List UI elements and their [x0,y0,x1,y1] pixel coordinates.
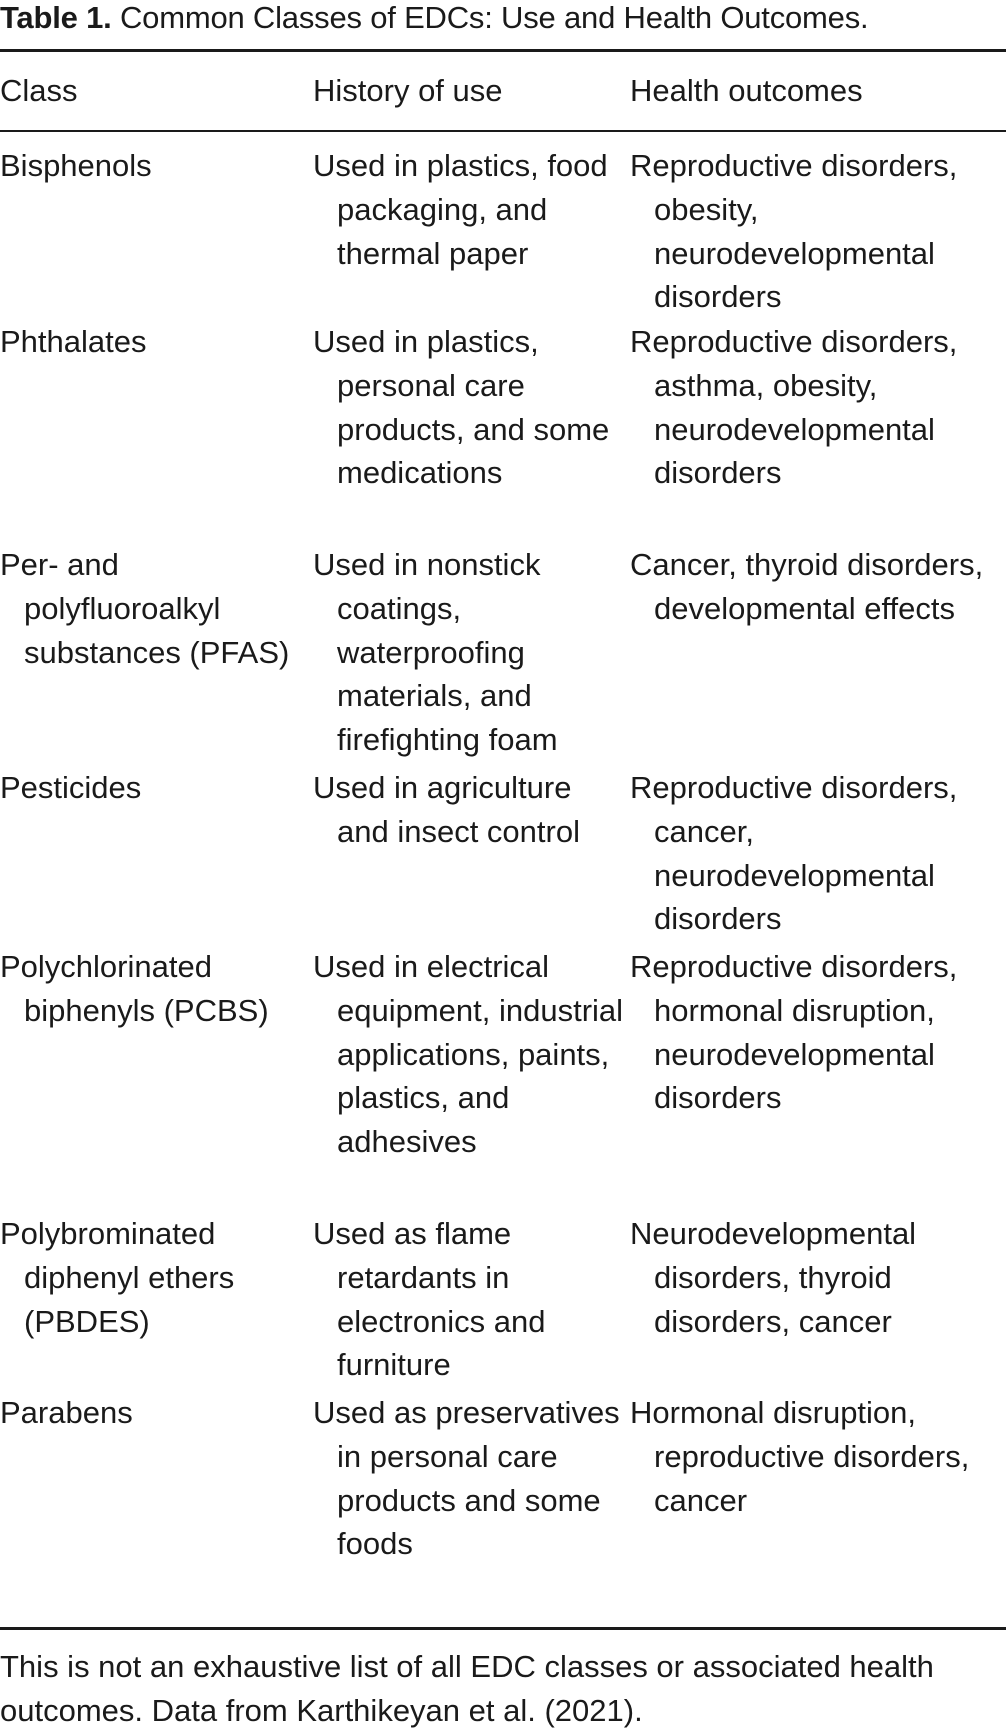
header-history-of-use: History of use [313,73,503,108]
history-cell: Used in nonstick coatings, waterproofing materials, and firefighting foam [313,547,558,758]
table-footnote: This is not an exhaustive list of all EDC classes or associated health outcomes. Data from Karthikeyan et al. (2021). [0,1649,934,1728]
class-cell: Polychlorinated biphenyls (PCBS) [0,949,269,1028]
outcomes-cell: Reproductive disorders, hormonal disruption, neurodevelopmental disorders [630,949,958,1116]
class-cell: Bisphenols [0,148,152,183]
outcomes-cell: Cancer, thyroid disorders, developmental effects [630,547,984,626]
table-row-bisphenols [0,144,1006,320]
outcomes-cell: Reproductive disorders, asthma, obesity, neurodevelopmental disorders [630,324,958,491]
class-cell: Phthalates [0,324,147,359]
history-cell: Used in electrical equipment, industrial applications, paints, plastics, and adhesives [313,949,624,1160]
history-cell: Used as flame retardants in electronics and furniture [313,1216,546,1383]
table-row-pbdes [0,1212,1006,1391]
header-health-outcomes: Health outcomes [630,73,863,108]
class-cell: Polybrominated diphenyl ethers (PBDES) [0,1216,235,1339]
bottom-rule [0,1627,1006,1630]
class-cell: Per- and polyfluoroalkyl substances (PFAS) [0,547,290,670]
table-row-pcbs [0,945,1006,1212]
outcomes-cell: Neurodevelopmental disorders, thyroid disorders, cancer [630,1216,917,1339]
outcomes-cell: Hormonal disruption, reproductive disorders, cancer [630,1395,970,1518]
class-cell: Pesticides [0,770,142,805]
header-rule [0,130,1006,132]
table-row-pfas [0,543,1006,766]
caption-title: Common Classes of EDCs: Use and Health Outcomes. [119,0,869,35]
table-row-parabens [0,1391,1006,1611]
table-body [0,144,1006,1611]
top-rule [0,49,1006,52]
outcomes-cell: Reproductive disorders, obesity, neurodevelopmental disorders [630,148,958,315]
history-cell: Used in plastics, personal care products, and some medications [313,324,610,491]
history-cell: Used in agriculture and insect control [313,770,580,849]
header-class: Class [0,73,78,108]
history-cell: Used in plastics, food packaging, and thermal paper [313,148,608,271]
table-row-pesticides [0,766,1006,945]
table-row-phthalates [0,320,1006,543]
outcomes-cell: Reproductive disorders, cancer, neurodevelopmental disorders [630,770,958,937]
caption-label: Table 1. [0,0,112,35]
table-caption [0,0,1006,36]
history-cell: Used as preservatives in personal care products and some foods [313,1395,620,1562]
class-cell: Parabens [0,1395,133,1430]
